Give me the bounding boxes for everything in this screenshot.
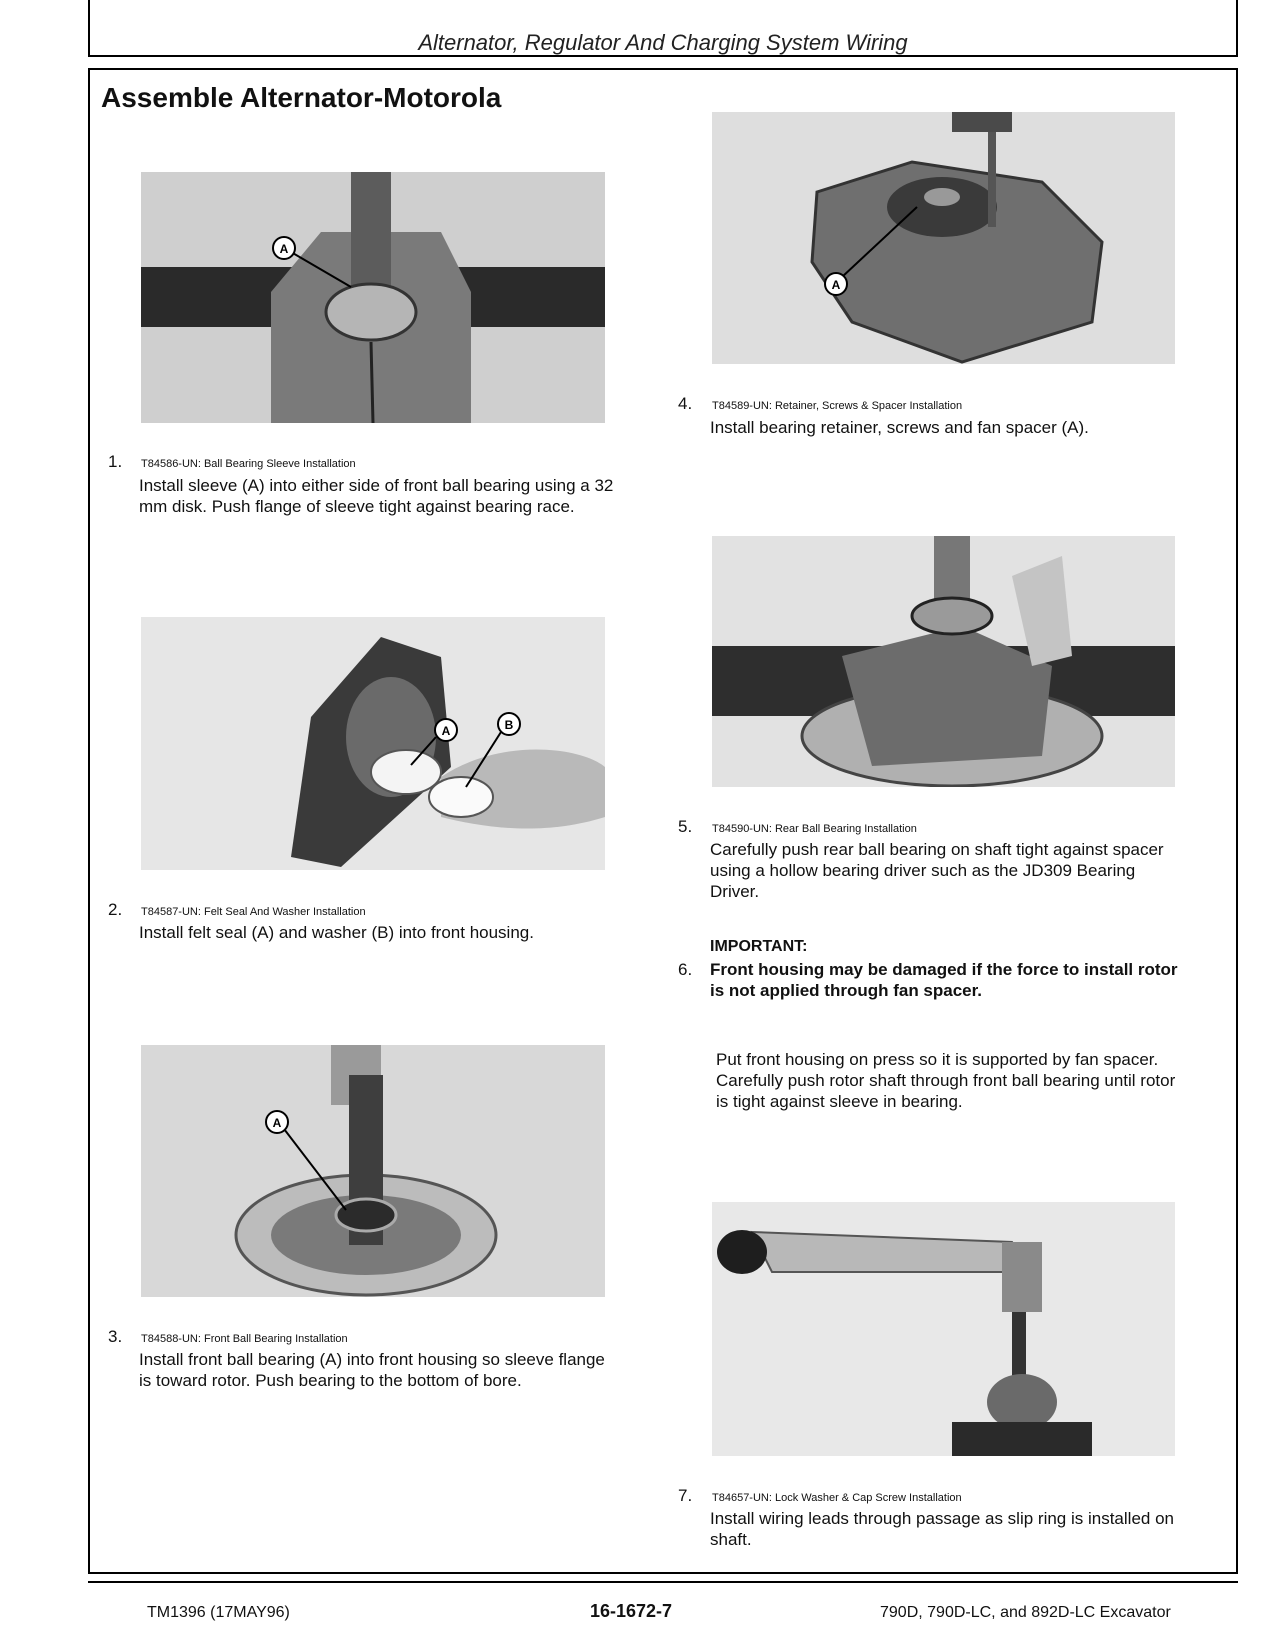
step-6-text [716, 1049, 1220, 1112]
step-6-warning [710, 959, 1178, 1001]
step-3-line-1: Install front ball bearing (A) into front housing so sleeve flange [139, 1350, 605, 1369]
photo-front-ball-bearing [141, 1045, 605, 1297]
step-number-3: 3. [108, 1327, 123, 1346]
photo-felt-seal-washer [141, 617, 605, 870]
step-5-line-3: Driver. [710, 882, 760, 901]
step-5-text [710, 839, 1220, 902]
step-7-text [710, 1508, 1220, 1550]
step-number-1: 1. [108, 452, 123, 471]
step-6-line-3: is tight against sleeve in bearing. [716, 1092, 963, 1111]
photo-lock-washer-cap-screw [712, 1202, 1175, 1456]
photo-ball-bearing-sleeve [141, 172, 605, 423]
step-6-line-1: Put front housing on press so it is supported by fan spacer. [716, 1050, 1159, 1069]
photo-rear-ball-bearing [712, 536, 1175, 787]
step-number-4: 4. [678, 394, 693, 413]
step-3-line-2: is toward rotor. Push bearing to the bottom of bore. [139, 1371, 522, 1390]
step-number-2: 2. [108, 900, 123, 919]
step-4-line-1: Install bearing retainer, screws and fan spacer (A). [710, 418, 1089, 437]
step-1-line-1: Install sleeve (A) into either side of front ball bearing using a 32 [139, 476, 614, 495]
step-number-5: 5. [678, 817, 693, 836]
step-1-text [139, 475, 613, 517]
step-number-6: 6. [678, 960, 693, 979]
step-6-warning-line-1: Front housing may be damaged if the force to install rotor [710, 960, 1178, 979]
step-3-text [139, 1349, 605, 1391]
callout-b-2: B [504, 718, 514, 732]
callout-a-3: A [272, 1116, 282, 1130]
caption-4: T84589-UN: Retainer, Screws & Spacer Installation [712, 400, 963, 412]
step-2-line-1: Install felt seal (A) and washer (B) into front housing. [139, 923, 534, 942]
footer-model: 790D, 790D-LC, and 892D-LC Excavator [880, 1604, 1171, 1621]
step-4-text [710, 417, 1089, 438]
step-5-line-2: using a hollow bearing driver such as the JD309 Bearing [710, 861, 1136, 880]
step-7-line-1: Install wiring leads through passage as slip ring is installed on [710, 1509, 1174, 1528]
caption-7: T84657-UN: Lock Washer & Cap Screw Installation [712, 1492, 962, 1504]
section-header-title: Alternator, Regulator And Charging System Wiring [418, 30, 908, 55]
step-6-line-2: Carefully push rotor shaft through front ball bearing until rotor [716, 1071, 1176, 1090]
callout-a-1: A [279, 242, 289, 256]
step-1-line-2: mm disk. Push flange of sleeve tight against bearing race. [139, 497, 575, 516]
caption-3: T84588-UN: Front Ball Bearing Installation [141, 1333, 348, 1345]
callout-a-4: A [831, 278, 841, 292]
caption-2: T84587-UN: Felt Seal And Washer Installation [141, 906, 366, 918]
step-5-line-1: Carefully push rear ball bearing on shaft tight against spacer [710, 840, 1164, 859]
step-6-warning-line-2: is not applied through fan spacer. [710, 981, 983, 1000]
callout-a-2: A [441, 724, 451, 738]
footer-rule [88, 1581, 1238, 1583]
step-number-7: 7. [678, 1486, 693, 1505]
page-title: Assemble Alternator-Motorola [101, 82, 502, 113]
step-2-text [139, 922, 534, 943]
caption-5: T84590-UN: Rear Ball Bearing Installation [712, 823, 917, 835]
important-label: IMPORTANT: [710, 938, 808, 955]
photo-retainer-screws-spacer [712, 112, 1175, 364]
step-7-line-2: shaft. [710, 1530, 752, 1549]
caption-1: T84586-UN: Ball Bearing Sleeve Installation [141, 458, 356, 470]
footer-manual-id: TM1396 (17MAY96) [147, 1604, 290, 1621]
footer-page-number: 16-1672-7 [590, 1601, 673, 1621]
